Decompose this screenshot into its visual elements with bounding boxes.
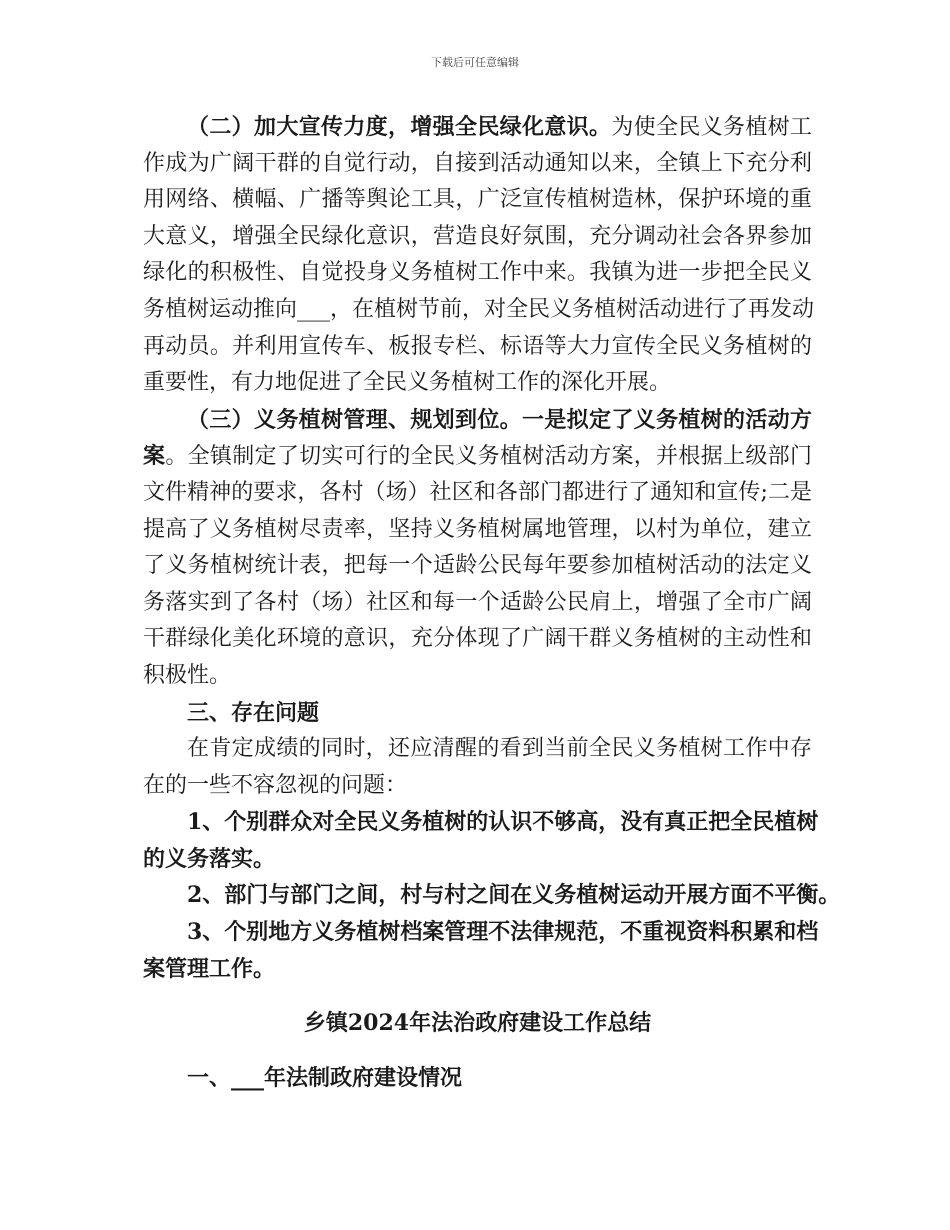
problems-heading: 三、存在问题 <box>187 699 320 726</box>
section2-line-2: 用网络、横幅、广播等舆论工具，广泛宣传植树造林，保护环境的重 <box>143 187 812 213</box>
next-document-title: 乡镇2024年法治政府建设工作总结 <box>303 1010 652 1037</box>
problems-intro-line1: 在肯定成绩的同时，还应清醒的看到当前全民义务植树工作中存 <box>187 736 812 762</box>
problem-item3-line1: 3、个别地方义务植树档案管理不法律规范，不重视资料积累和档 <box>187 919 819 946</box>
section3-heading-line2 <box>143 438 812 475</box>
section2-line-5: 务植树运动推向___，在植树节前，对全民义务植树活动进行了再发动 <box>143 296 815 322</box>
problem-item3-line2: 案管理工作。 <box>143 955 276 982</box>
problems-intro-line2: 在的一些不容忽视的问题： <box>143 772 408 798</box>
section2-line-1: 作成为广阔干群的自觉行动，自接到活动通知以来，全镇上下充分利 <box>143 150 812 176</box>
section3-heading-line1: （三）义务植树管理、规划到位。一是拟定了义务植树的活动方 <box>187 406 812 433</box>
section3-line-3: 了义务植树统计表，把每一个适龄公民每年要参加植树活动的法定义 <box>143 553 812 579</box>
section2-line-4: 绿化的积极性、自觉投身义务植树工作中来。我镇为进一步把全民义 <box>143 260 812 286</box>
section3-line-1: 文件精神的要求，各村（场）社区和各部门都进行了通知和宣传;二是 <box>143 479 812 505</box>
problem-item2: 2、部门与部门之间，村与村之间在义务植树运动开展方面不平衡。 <box>187 882 841 909</box>
section3-line-0: 。全镇制定了切实可行的全民义务植树活动方案，并根据上级部门 <box>165 444 812 470</box>
section3-line-5: 干群绿化美化环境的意识，充分体现了广阔干群义务植树的主动性和 <box>143 626 812 652</box>
section3-line-4: 务落实到了各村（场）社区和每一个适龄公民肩上，增强了全市广阔 <box>143 589 812 615</box>
document-body <box>143 109 841 1096</box>
section3-line-2: 提高了义务植树尽责率，坚持义务植树属地管理，以村为单位，建立 <box>143 516 812 542</box>
section2-line-7: 重要性，有力地促进了全民义务植树工作的深化开展。 <box>143 370 672 396</box>
section2-heading: （二）加大宣传力度，增强全民绿化意识。 <box>187 114 612 140</box>
section3-line-6: 积极性。 <box>143 662 232 688</box>
next-document-first-heading: 一、___年法制政府建设情况 <box>187 1064 463 1091</box>
problem-item1-line1: 1、个别群众对全民义务植树的认识不够高，没有真正把全民植树 <box>187 809 819 836</box>
section2-line-0: 为使全民义务植树工 <box>611 115 812 140</box>
section2-first-line <box>143 109 812 146</box>
section2-line-3: 大意义，增强全民绿化意识，营造良好氛围，充分调动社会各界参加 <box>143 223 812 249</box>
section3-heading-tail: 案 <box>143 443 166 470</box>
page-header-note: 下载后可任意编辑 <box>431 56 519 69</box>
problem-item1-line2: 的义务落实。 <box>143 845 276 872</box>
section2-line-6: 再动员。并利用宣传车、板报专栏、标语等大力宣传全民义务植树的 <box>143 333 812 359</box>
